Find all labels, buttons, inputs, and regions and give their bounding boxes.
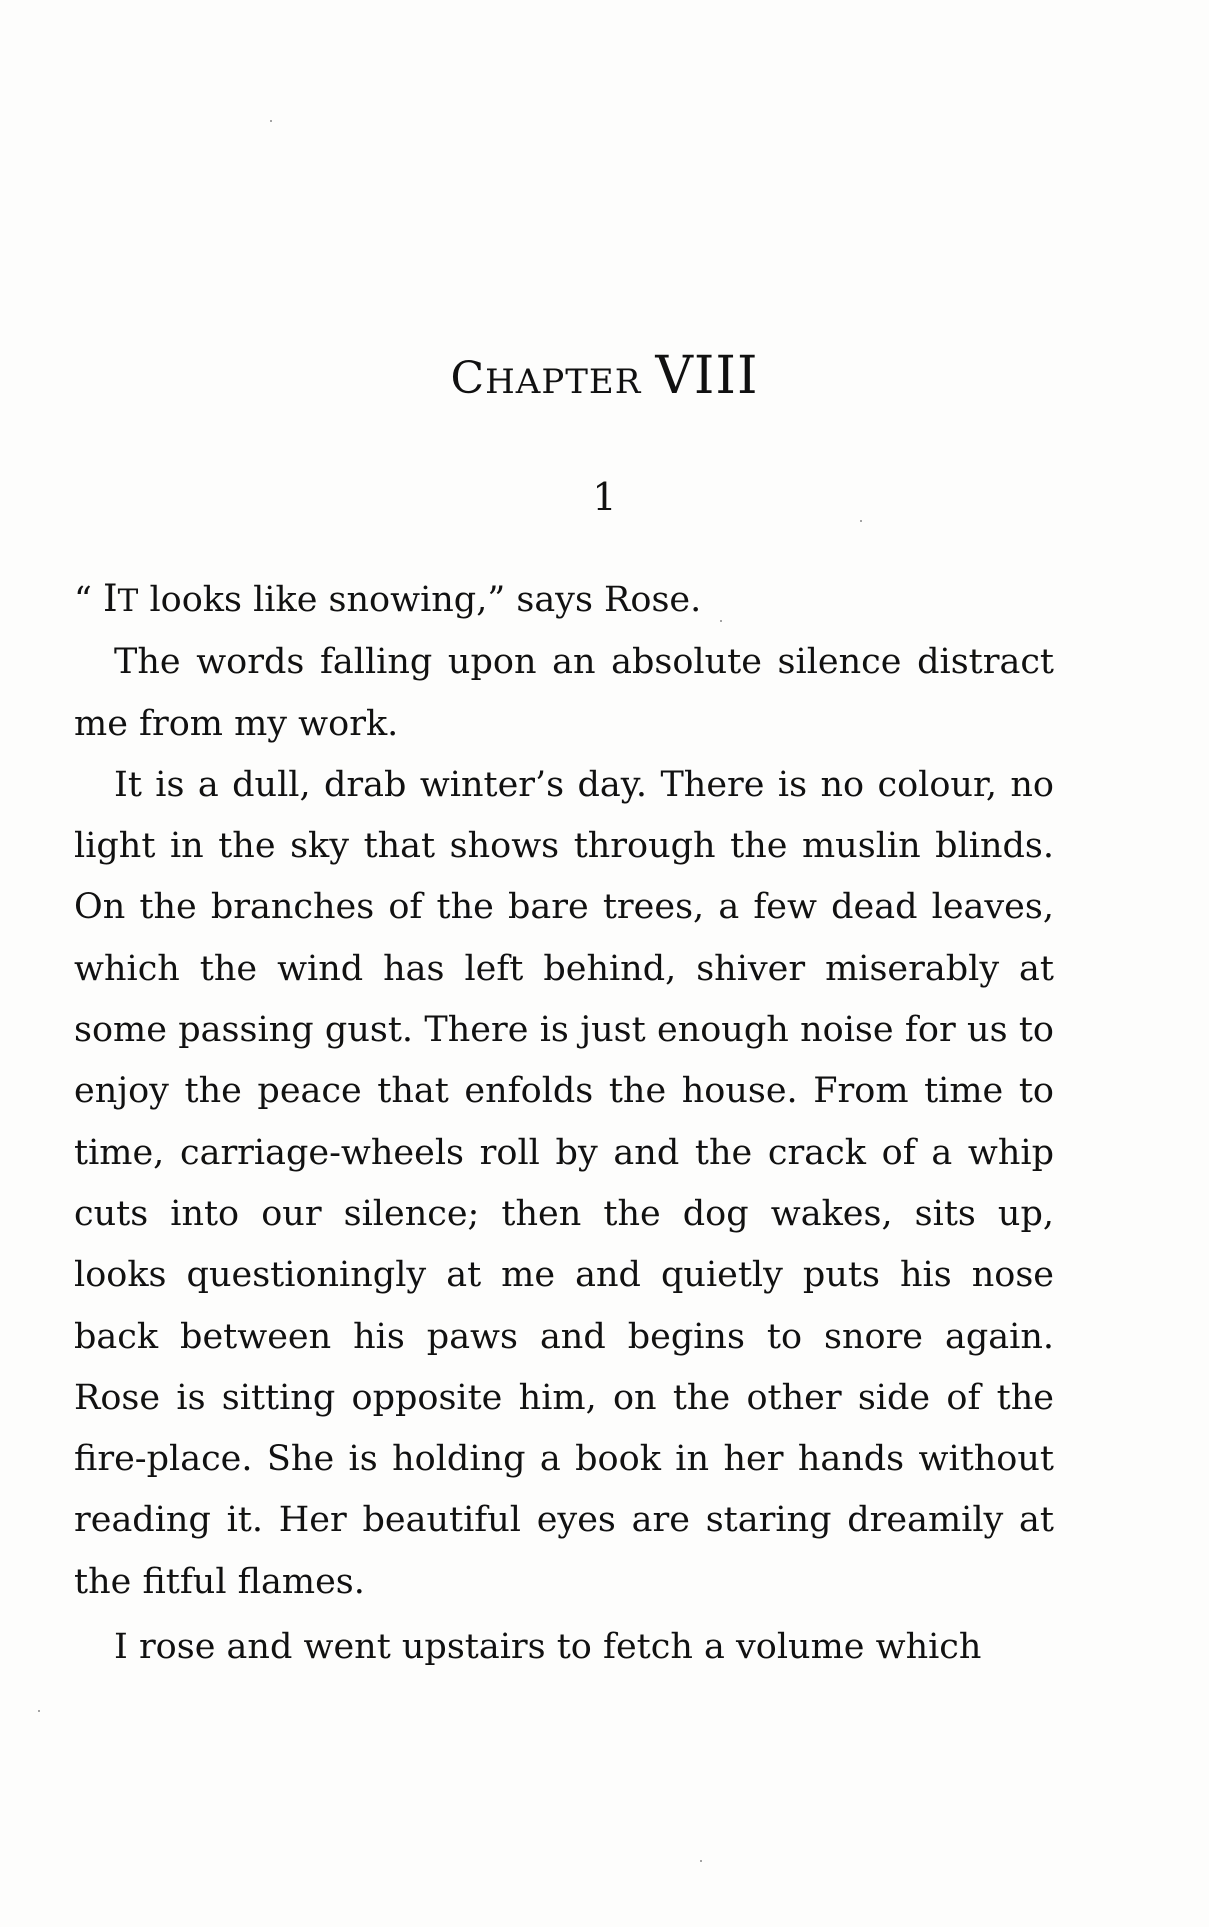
paper-speck bbox=[38, 1710, 40, 1712]
chapter-heading bbox=[0, 346, 1209, 406]
paragraph-2: The words falling upon an absolute silence distract me from my work. bbox=[74, 642, 1054, 744]
opening-quote: “ bbox=[74, 580, 104, 620]
body-text bbox=[74, 568, 1054, 1678]
paper-speck bbox=[270, 120, 272, 122]
chapter-label-rest: HAPTER bbox=[485, 362, 642, 402]
paragraph-4: I rose and went upstairs to fetch a volume which bbox=[114, 1627, 982, 1668]
chapter-label-initial: C bbox=[450, 353, 486, 404]
opening-initial: I bbox=[103, 577, 118, 620]
paragraph-3: It is a dull, drab winter’s day. There is no colour, no light in the sky that shows through the muslin blinds. On the branches of the bare trees, a few dead leaves, which the wind has left behind, shiver miserably at some passing gust. There is just enough noise for us to enjoy the peace that enfolds the house. From time to time, carriage-wheels roll by and the crack of a whip cuts into our silence; then the dog wakes, sits up, looks questioningly at me and quietly puts his nose back between his paws and begins to snore again. Rose is sitting opposite him, on the other side of the fire-place. She is holding a book in her hands without reading it. Her beautiful eyes are staring dreamily at the fitful flames. bbox=[74, 764, 1054, 1602]
paragraph-1-text: looks like snowing,” says Rose. bbox=[138, 580, 702, 620]
opening-small-caps: T bbox=[117, 583, 139, 619]
paper-speck bbox=[860, 520, 862, 522]
paper-speck bbox=[720, 620, 722, 622]
chapter-number: VIII bbox=[655, 346, 759, 406]
paragraph-1 bbox=[74, 568, 1054, 632]
paper-speck bbox=[700, 1860, 702, 1862]
section-number: 1 bbox=[592, 475, 617, 519]
